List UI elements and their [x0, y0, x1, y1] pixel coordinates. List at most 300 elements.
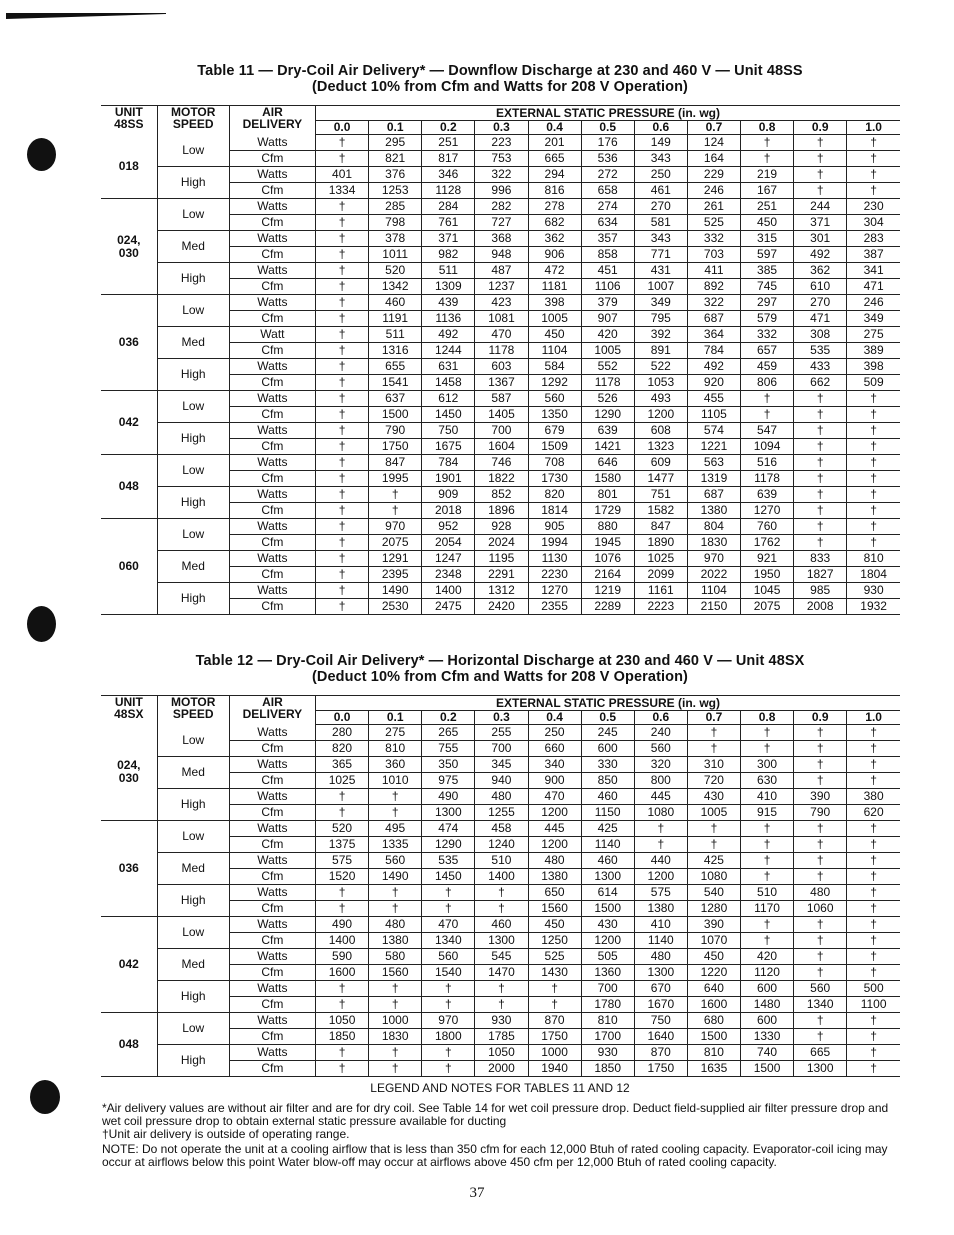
- value-cell: 401: [316, 167, 369, 183]
- value-cell: †: [847, 821, 900, 837]
- value-cell: 2022: [687, 567, 740, 583]
- value-cell: 1700: [581, 1029, 634, 1045]
- value-cell: 272: [581, 167, 634, 183]
- value-cell: 740: [741, 1045, 794, 1061]
- value-cell: †: [316, 487, 369, 503]
- value-cell: 360: [369, 757, 422, 773]
- value-cell: 1750: [369, 439, 422, 455]
- value-cell: 450: [741, 215, 794, 231]
- value-cell: 906: [528, 247, 581, 263]
- value-cell: 810: [847, 551, 900, 567]
- note-dagger: †Unit air delivery is outside of operating range.: [102, 1127, 350, 1141]
- value-cell: 1994: [528, 535, 581, 551]
- value-cell: 1380: [687, 503, 740, 519]
- value-cell: 223: [475, 135, 528, 151]
- value-cell: 970: [422, 1013, 475, 1029]
- value-cell: †: [316, 263, 369, 279]
- value-cell: 176: [581, 135, 634, 151]
- value-cell: 364: [687, 327, 740, 343]
- delivery-label-cell: Cfm: [229, 997, 315, 1013]
- value-cell: 1178: [475, 343, 528, 359]
- table-row: [101, 885, 900, 901]
- value-cell: †: [794, 949, 847, 965]
- value-cell: †: [369, 981, 422, 997]
- value-cell: 1340: [794, 997, 847, 1013]
- value-cell: 600: [741, 981, 794, 997]
- value-cell: †: [794, 933, 847, 949]
- table-row: [101, 391, 900, 407]
- value-cell: †: [794, 1029, 847, 1045]
- value-cell: 996: [475, 183, 528, 199]
- delivery-label-cell: Watts: [229, 295, 315, 311]
- value-cell: 398: [847, 359, 900, 375]
- value-cell: 420: [741, 949, 794, 965]
- value-cell: 487: [475, 263, 528, 279]
- value-cell: 2291: [475, 567, 528, 583]
- value-cell: 920: [687, 375, 740, 391]
- value-cell: 343: [634, 151, 687, 167]
- value-cell: 682: [528, 215, 581, 231]
- value-cell: †: [847, 885, 900, 901]
- value-cell: 1500: [369, 407, 422, 423]
- table11-pressure-0.2: 0.2: [422, 121, 475, 135]
- binder-hole-top: [27, 138, 56, 171]
- value-cell: 930: [581, 1045, 634, 1061]
- table11-title: [100, 63, 900, 95]
- value-cell: 1094: [741, 439, 794, 455]
- value-cell: 362: [528, 231, 581, 247]
- value-cell: †: [741, 837, 794, 853]
- value-cell: 460: [581, 853, 634, 869]
- value-cell: 810: [687, 1045, 740, 1061]
- value-cell: 560: [422, 949, 475, 965]
- motor-speed-cell: Med: [157, 231, 229, 263]
- value-cell: †: [316, 981, 369, 997]
- value-cell: 687: [687, 311, 740, 327]
- value-cell: 750: [634, 1013, 687, 1029]
- value-cell: †: [794, 151, 847, 167]
- table11-air-delivery: [101, 105, 900, 615]
- value-cell: 858: [581, 247, 634, 263]
- value-cell: 587: [475, 391, 528, 407]
- value-cell: 985: [794, 583, 847, 599]
- value-cell: 1635: [687, 1061, 740, 1077]
- table11-motor-speed-header: MOTOR SPEED: [157, 106, 229, 135]
- value-cell: †: [316, 231, 369, 247]
- value-cell: 975: [422, 773, 475, 789]
- value-cell: 547: [741, 423, 794, 439]
- unit-cell: 036: [101, 295, 157, 391]
- unit-cell: 060: [101, 519, 157, 615]
- value-cell: 261: [687, 199, 740, 215]
- value-cell: 283: [847, 231, 900, 247]
- value-cell: 852: [475, 487, 528, 503]
- value-cell: †: [794, 519, 847, 535]
- value-cell: †: [847, 933, 900, 949]
- value-cell: 1170: [741, 901, 794, 917]
- value-cell: †: [369, 997, 422, 1013]
- value-cell: 420: [581, 327, 634, 343]
- value-cell: 679: [528, 423, 581, 439]
- value-cell: 660: [528, 741, 581, 757]
- value-cell: 800: [634, 773, 687, 789]
- value-cell: †: [847, 519, 900, 535]
- value-cell: 870: [634, 1045, 687, 1061]
- value-cell: 1334: [316, 183, 369, 199]
- value-cell: 603: [475, 359, 528, 375]
- table-row: [101, 853, 900, 869]
- value-cell: 219: [741, 167, 794, 183]
- value-cell: 460: [581, 789, 634, 805]
- value-cell: †: [422, 1045, 475, 1061]
- value-cell: 560: [528, 391, 581, 407]
- motor-speed-cell: High: [157, 263, 229, 295]
- value-cell: 612: [422, 391, 475, 407]
- value-cell: 492: [687, 359, 740, 375]
- value-cell: 278: [528, 199, 581, 215]
- delivery-label-cell: Cfm: [229, 1061, 315, 1077]
- value-cell: 810: [369, 741, 422, 757]
- value-cell: 2289: [581, 599, 634, 615]
- table12-pressure-0.8: 0.8: [741, 711, 794, 725]
- delivery-label-cell: Cfm: [229, 151, 315, 167]
- value-cell: 301: [794, 231, 847, 247]
- value-cell: 700: [475, 423, 528, 439]
- value-cell: 1270: [741, 503, 794, 519]
- table-row: [101, 981, 900, 997]
- value-cell: †: [316, 423, 369, 439]
- value-cell: 1140: [581, 837, 634, 853]
- value-cell: 1430: [528, 965, 581, 981]
- value-cell: 1240: [475, 837, 528, 853]
- value-cell: 1244: [422, 343, 475, 359]
- value-cell: †: [847, 837, 900, 853]
- value-cell: 581: [634, 215, 687, 231]
- table12-pressure-0.5: 0.5: [581, 711, 634, 725]
- value-cell: 270: [794, 295, 847, 311]
- value-cell: †: [794, 439, 847, 455]
- motor-speed-cell: Low: [157, 135, 229, 167]
- delivery-label-cell: Cfm: [229, 901, 315, 917]
- table12-pressure-0.1: 0.1: [369, 711, 422, 725]
- value-cell: 2150: [687, 599, 740, 615]
- value-cell: 970: [369, 519, 422, 535]
- value-cell: 1375: [316, 837, 369, 853]
- page-number: 37: [469, 1185, 485, 1201]
- value-cell: †: [528, 981, 581, 997]
- value-cell: 727: [475, 215, 528, 231]
- value-cell: 1995: [369, 471, 422, 487]
- value-cell: 921: [741, 551, 794, 567]
- value-cell: 445: [634, 789, 687, 805]
- value-cell: 2530: [369, 599, 422, 615]
- value-cell: 1050: [475, 1045, 528, 1061]
- value-cell: 630: [741, 773, 794, 789]
- table-row: [101, 423, 900, 439]
- value-cell: †: [794, 741, 847, 757]
- value-cell: 1335: [369, 837, 422, 853]
- unit-cell: 042: [101, 391, 157, 455]
- value-cell: 755: [422, 741, 475, 757]
- value-cell: 332: [687, 231, 740, 247]
- value-cell: 346: [422, 167, 475, 183]
- value-cell: †: [369, 789, 422, 805]
- value-cell: 1380: [369, 933, 422, 949]
- value-cell: 1500: [581, 901, 634, 917]
- value-cell: 2223: [634, 599, 687, 615]
- value-cell: †: [316, 343, 369, 359]
- value-cell: 1450: [422, 869, 475, 885]
- value-cell: †: [475, 885, 528, 901]
- motor-speed-cell: High: [157, 981, 229, 1013]
- value-cell: 433: [794, 359, 847, 375]
- value-cell: †: [794, 535, 847, 551]
- value-cell: †: [316, 279, 369, 295]
- value-cell: 620: [847, 805, 900, 821]
- value-cell: 1005: [581, 343, 634, 359]
- note-main: NOTE: Do not operate the unit at a cooling airflow that is less than 350 cfm for each 12,000 Btuh of rated cooling capacity. Evaporator-coil icing may occur at airflows below this point Water blow-off may occur at airflows above 450 cfm per 12,000 Btuh of rated cooling capacity.: [102, 1142, 888, 1169]
- value-cell: 1750: [634, 1061, 687, 1077]
- value-cell: 1200: [634, 407, 687, 423]
- value-cell: †: [316, 151, 369, 167]
- value-cell: 124: [687, 135, 740, 151]
- value-cell: 1011: [369, 247, 422, 263]
- value-cell: 662: [794, 375, 847, 391]
- value-cell: 1850: [316, 1029, 369, 1045]
- value-cell: 639: [581, 423, 634, 439]
- value-cell: †: [794, 837, 847, 853]
- value-cell: 1081: [475, 311, 528, 327]
- value-cell: 584: [528, 359, 581, 375]
- value-cell: 905: [528, 519, 581, 535]
- value-cell: 915: [741, 805, 794, 821]
- value-cell: 2348: [422, 567, 475, 583]
- value-cell: 1330: [741, 1029, 794, 1045]
- value-cell: †: [741, 135, 794, 151]
- value-cell: 365: [316, 757, 369, 773]
- value-cell: 505: [581, 949, 634, 965]
- value-cell: 1106: [581, 279, 634, 295]
- table-row: [101, 487, 900, 503]
- value-cell: †: [847, 917, 900, 933]
- value-cell: †: [847, 869, 900, 885]
- value-cell: 1600: [316, 965, 369, 981]
- value-cell: 480: [794, 885, 847, 901]
- value-cell: 1300: [475, 933, 528, 949]
- binder-hole-middle: [27, 606, 56, 642]
- value-cell: 1200: [581, 933, 634, 949]
- value-cell: 847: [634, 519, 687, 535]
- value-cell: 880: [581, 519, 634, 535]
- value-cell: 1827: [794, 567, 847, 583]
- value-cell: 1025: [634, 551, 687, 567]
- value-cell: 1080: [634, 805, 687, 821]
- value-cell: 536: [581, 151, 634, 167]
- value-cell: 255: [475, 725, 528, 741]
- table-row: [101, 725, 900, 741]
- table12-motor-speed-header: MOTOR SPEED: [157, 696, 229, 725]
- value-cell: †: [847, 183, 900, 199]
- value-cell: 322: [475, 167, 528, 183]
- table-row: [101, 1045, 900, 1061]
- value-cell: 510: [475, 853, 528, 869]
- table12-pressure-0.3: 0.3: [475, 711, 528, 725]
- value-cell: †: [528, 997, 581, 1013]
- value-cell: 480: [634, 949, 687, 965]
- delivery-label-cell: Watts: [229, 455, 315, 471]
- value-cell: 1045: [741, 583, 794, 599]
- value-cell: 2000: [475, 1061, 528, 1077]
- value-cell: 493: [634, 391, 687, 407]
- value-cell: †: [369, 901, 422, 917]
- value-cell: 870: [528, 1013, 581, 1029]
- table12-air-delivery: [101, 695, 900, 1077]
- value-cell: 458: [475, 821, 528, 837]
- value-cell: 597: [741, 247, 794, 263]
- value-cell: 285: [369, 199, 422, 215]
- value-cell: 751: [634, 487, 687, 503]
- value-cell: 907: [581, 311, 634, 327]
- delivery-label-cell: Watts: [229, 885, 315, 901]
- value-cell: 1070: [687, 933, 740, 949]
- value-cell: 771: [634, 247, 687, 263]
- unit-cell: 024, 030: [101, 725, 157, 821]
- value-cell: 687: [687, 487, 740, 503]
- value-cell: 340: [528, 757, 581, 773]
- value-cell: 1780: [581, 997, 634, 1013]
- value-cell: 600: [741, 1013, 794, 1029]
- value-cell: 1500: [687, 1029, 740, 1045]
- value-cell: 900: [528, 773, 581, 789]
- value-cell: 2054: [422, 535, 475, 551]
- value-cell: 1270: [528, 583, 581, 599]
- value-cell: 492: [422, 327, 475, 343]
- value-cell: †: [316, 439, 369, 455]
- value-cell: †: [847, 965, 900, 981]
- value-cell: 430: [687, 789, 740, 805]
- value-cell: 1830: [687, 535, 740, 551]
- value-cell: 490: [316, 917, 369, 933]
- value-cell: †: [316, 503, 369, 519]
- legend-title: LEGEND AND NOTES FOR TABLES 11 AND 12: [370, 1081, 630, 1095]
- table11-pressure-0.9: 0.9: [794, 121, 847, 135]
- value-cell: 1730: [528, 471, 581, 487]
- delivery-label-cell: Watts: [229, 853, 315, 869]
- value-cell: 1405: [475, 407, 528, 423]
- motor-speed-cell: Low: [157, 295, 229, 327]
- value-cell: †: [422, 997, 475, 1013]
- delivery-label-cell: Cfm: [229, 599, 315, 615]
- value-cell: 833: [794, 551, 847, 567]
- unit-cell: 048: [101, 1013, 157, 1077]
- value-cell: †: [741, 391, 794, 407]
- value-cell: 450: [687, 949, 740, 965]
- value-cell: 1800: [422, 1029, 475, 1045]
- value-cell: 472: [528, 263, 581, 279]
- value-cell: 2230: [528, 567, 581, 583]
- value-cell: 1729: [581, 503, 634, 519]
- value-cell: 1480: [741, 997, 794, 1013]
- value-cell: 1010: [369, 773, 422, 789]
- value-cell: 250: [634, 167, 687, 183]
- value-cell: 431: [634, 263, 687, 279]
- table12-title-line2: (Deduct 10% from Cfm and Watts for 208 V Operation): [312, 669, 688, 685]
- value-cell: 1290: [422, 837, 475, 853]
- value-cell: †: [794, 853, 847, 869]
- value-cell: †: [687, 725, 740, 741]
- value-cell: †: [369, 503, 422, 519]
- value-cell: 440: [634, 853, 687, 869]
- value-cell: 1785: [475, 1029, 528, 1045]
- delivery-label-cell: Cfm: [229, 471, 315, 487]
- value-cell: 390: [687, 917, 740, 933]
- value-cell: 480: [528, 853, 581, 869]
- value-cell: 1316: [369, 343, 422, 359]
- motor-speed-cell: Low: [157, 455, 229, 487]
- delivery-label-cell: Cfm: [229, 503, 315, 519]
- value-cell: 398: [528, 295, 581, 311]
- table-row: [101, 167, 900, 183]
- value-cell: 1140: [634, 933, 687, 949]
- value-cell: †: [316, 407, 369, 423]
- value-cell: 670: [634, 981, 687, 997]
- value-cell: 753: [475, 151, 528, 167]
- value-cell: 411: [687, 263, 740, 279]
- value-cell: †: [794, 135, 847, 151]
- value-cell: †: [847, 439, 900, 455]
- delivery-label-cell: Cfm: [229, 343, 315, 359]
- value-cell: †: [794, 455, 847, 471]
- value-cell: 790: [369, 423, 422, 439]
- value-cell: †: [316, 535, 369, 551]
- motor-speed-cell: Med: [157, 327, 229, 359]
- value-cell: 1950: [741, 567, 794, 583]
- value-cell: †: [847, 949, 900, 965]
- value-cell: †: [316, 295, 369, 311]
- value-cell: 1200: [528, 837, 581, 853]
- value-cell: 2024: [475, 535, 528, 551]
- value-cell: 492: [794, 247, 847, 263]
- table11-pressure-0.7: 0.7: [687, 121, 740, 135]
- binder-hole-bottom: [30, 1080, 60, 1114]
- value-cell: †: [316, 1061, 369, 1077]
- value-cell: 1025: [316, 773, 369, 789]
- value-cell: 304: [847, 215, 900, 231]
- value-cell: 410: [741, 789, 794, 805]
- value-cell: †: [369, 1061, 422, 1077]
- value-cell: 801: [581, 487, 634, 503]
- delivery-label-cell: Cfm: [229, 439, 315, 455]
- value-cell: 265: [422, 725, 475, 741]
- value-cell: 470: [475, 327, 528, 343]
- value-cell: 470: [422, 917, 475, 933]
- delivery-label-cell: Cfm: [229, 1029, 315, 1045]
- value-cell: 2075: [369, 535, 422, 551]
- value-cell: 806: [741, 375, 794, 391]
- unit-cell: 036: [101, 821, 157, 917]
- value-cell: 657: [741, 343, 794, 359]
- value-cell: 229: [687, 167, 740, 183]
- value-cell: 294: [528, 167, 581, 183]
- value-cell: 1200: [528, 805, 581, 821]
- value-cell: 891: [634, 343, 687, 359]
- value-cell: †: [422, 1061, 475, 1077]
- value-cell: 379: [581, 295, 634, 311]
- delivery-label-cell: Watts: [229, 391, 315, 407]
- value-cell: 240: [634, 725, 687, 741]
- value-cell: 590: [316, 949, 369, 965]
- table-row: [101, 789, 900, 805]
